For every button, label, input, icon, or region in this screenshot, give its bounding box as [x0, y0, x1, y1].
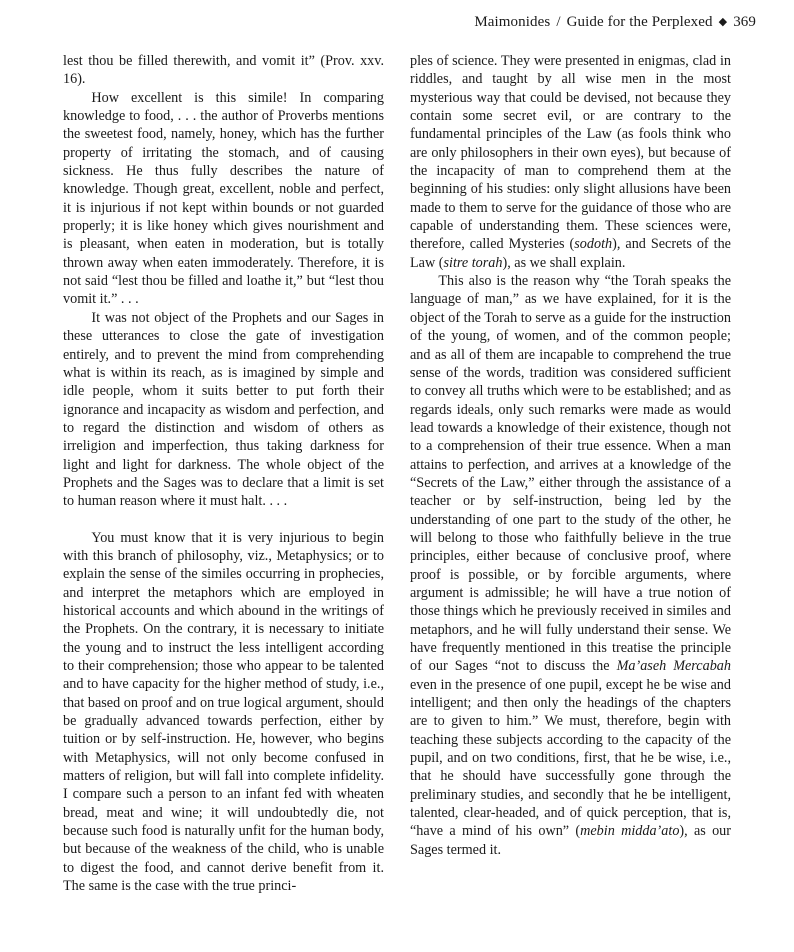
- text-run: ), as our Sages termed it.: [410, 823, 732, 858]
- italic-term: sodoth: [574, 236, 613, 253]
- left-column: [63, 52, 384, 895]
- header-title: Guide for the Perplexed: [566, 14, 713, 30]
- running-header: [474, 14, 756, 31]
- italic-term: Ma’aseh Mercabah: [616, 658, 731, 675]
- header-separator: /: [556, 14, 561, 30]
- text-run: ples of science. They were presented in enigmas, clad in riddles, and taught by all wise men in the most mysterious way that could be devised, not because they contain some secret evil, or are contrary to the fundamental principles of the Law (as fools think who are only philosophers in their own eyes), but because of the incapacity of man to comprehend them at the beginning of his studies: only slight allusions have been made to them to serve for the guidance of those who are capable of understanding them. These sciences were, therefore, called Mysteries (: [410, 53, 731, 253]
- italic-term: mebin midda’ato: [580, 823, 680, 840]
- paragraph: lest thou be filled therewith, and vomit it” (Prov. xxv. 16).: [63, 53, 384, 88]
- paragraph: [410, 52, 731, 272]
- header-author: Maimonides: [474, 14, 551, 30]
- paragraph: You must know that it is very injurious to begin with this branch of philosophy, viz., Metaphysics; or to explain the sense of the similes occurring in prophecies, and interpret the metaphors which are employed in historical accounts and which abound in the writings of the Prophets. On the contrary, it is necessary to initiate the young and to instruct the less intelligent according to their comprehension; those who appear to be talented and to have capacity for the higher method of study, i.e., that based on proof and on true logical argument, should be gradually advanced towards perfection, either by tuition or by self-instruction. He, however, who begins with Metaphysics, will not only become confused in matters of religion, but will fall into complete infidelity. I compare such a person to an infant fed with wheaten bread, meat and wine; it will undoubtedly die, not because such food is naturally unfit for the human body, but because of the weakness of the child, who is unable to digest the food, and cannot derive benefit from it. The same is the case with the true princi-: [63, 529, 384, 895]
- page-number: 369: [733, 14, 756, 30]
- diamond-ornament-icon: ◆: [718, 16, 728, 28]
- paragraph: How excellent is this simile! In comparing knowledge to food, . . . the author of Proverbs mentions the sweetest food, namely, honey, which has the further property of irritating the stomach, and of causing sickness. He thus fully describes the nature of knowledge. Though great, excellent, noble and perfect, it is injurious if not kept within bounds or not guarded properly; it is like honey which gives nourishment and is pleasant, when eaten in moderation, but is totally thrown away when eaten immoderately. Therefore, it is not said “lest thou be filled and loathe it,” but “lest thou vomit it.” . . .: [63, 89, 384, 308]
- paragraph: It was not object of the Prophets and our Sages in these utterances to close the gate of investigation entirely, and to prevent the mind from comprehending what is within its reach, as is imagined by simple and idle people, whom it suits better to put forth their ignorance and incapacity as wisdom and perfection, and to regard the distinction and wisdom of others as irreligion and imperfection, thus taking darkness for light and light for darkness. The whole object of the Prophets and the Sages was to declare that a limit is set to human reason where it must halt. . . .: [63, 309, 384, 510]
- text-run: ), as we shall explain.: [502, 254, 626, 271]
- right-column: [410, 52, 731, 859]
- text-run: ), and Secrets of the Law (: [410, 236, 731, 271]
- italic-term: sitre torah: [443, 254, 503, 271]
- text-run: even in the presence of one pupil, except he be wise and intelligent; and then only the headings of the chapters are to given to him.” We must, therefore, begin with teaching these subjects according to the capacity of the pupil, and on two conditions, first, that he be wise, i.e., that he should have successfully gone through the preliminary studies, and secondly that he be intelligent, talented, clear-headed, and of quick perception, that is, “have a mind of his own” (: [410, 676, 731, 840]
- paragraph: [410, 272, 731, 859]
- text-run: This also is the reason why “the Torah speaks the language of man,” as we have explained, for it is the object of the Torah to serve as a guide for the instruction of the young, of women, and of the common people; and as all of them are incapable to comprehend the true sense of the words, tradition was considered sufficient to convey all truths which were to be established; and as regards ideals, only such remarks were made as would lead towards a knowledge of their existence, though not to a comprehension of their true essence. When a man attains to perfection, and arrives at a knowledge of the “Secrets of the Law,” either through the assistance of a teacher or by self-instruction, being led by the understanding of one part to the study of the other, he will belong to those who faithfully believe in the true principles, either because of conclusive proof, where proof is possible, or by forcible arguments, where argument is admissible; he will have a true notion of those things which he previously received in similes and metaphors, and he will fully understand their sense. We have frequently mentioned in this treatise the principle of our Sages “not to discuss the: [410, 273, 731, 675]
